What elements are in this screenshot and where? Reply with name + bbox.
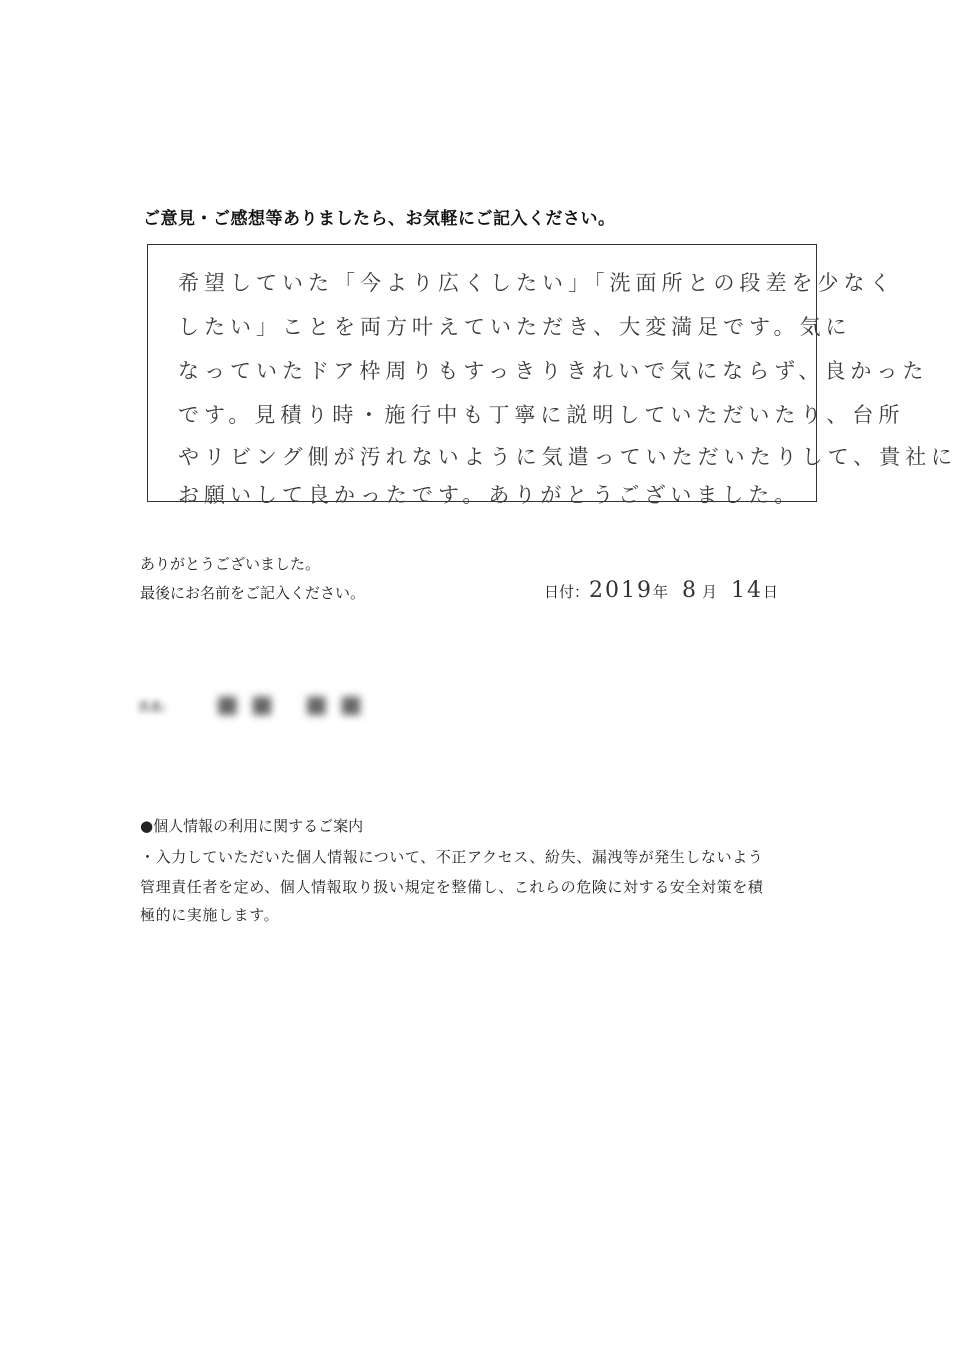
privacy-notice-title: ●個人情報の利用に関するご案内 (140, 817, 364, 835)
comment-line: お願いして良かったです。ありがとうございました。 (178, 483, 801, 507)
privacy-notice-line: 管理責任者を定め、個人情報取り扱い規定を整備し、これらの危険に対する安全対策を積 (140, 878, 764, 896)
date-month: 8 (682, 578, 699, 603)
comment-line: したい」ことを両方叶えていただき、大変満足です。気に (178, 315, 852, 339)
comment-line: です。見積り時・施行中も丁寧に説明していただいたり、台所 (178, 403, 905, 427)
comment-line: 希望していた「今より広くしたい」「洗面所との段差を少なく (178, 271, 896, 295)
name-request-text: 最後にお名前をご記入ください。 (140, 584, 366, 602)
feedback-prompt: ご意見・ご感想等ありましたら、お気軽にご記入ください。 (143, 209, 616, 229)
comment-line: なっていたドア枠周りもすっきりきれいで気にならず、良かった (178, 359, 929, 383)
date-field (544, 578, 778, 603)
privacy-notice-line: 極的に実施します。 (140, 906, 280, 924)
date-day: 14 (731, 578, 764, 603)
date-year-unit: 年 (653, 583, 669, 601)
date-label: 日付： (544, 583, 590, 601)
date-month-unit: 月 (702, 583, 718, 601)
date-year: 2019 (589, 578, 654, 603)
comment-line: やリビング側が汚れないように気遣っていただいたりして、貴社に (178, 445, 958, 469)
thanks-text: ありがとうございました。 (140, 555, 321, 573)
signature-name-blurred: ■■ ■■ (216, 690, 375, 718)
privacy-notice-line: ・入力していただいた個人情報について、不正アクセス、紛失、漏洩等が発生しないよう (140, 848, 764, 866)
date-day-unit: 日 (763, 583, 779, 601)
signature-label: 氏名： (138, 700, 175, 714)
signature-area (138, 688, 398, 728)
comment-box (147, 244, 958, 507)
